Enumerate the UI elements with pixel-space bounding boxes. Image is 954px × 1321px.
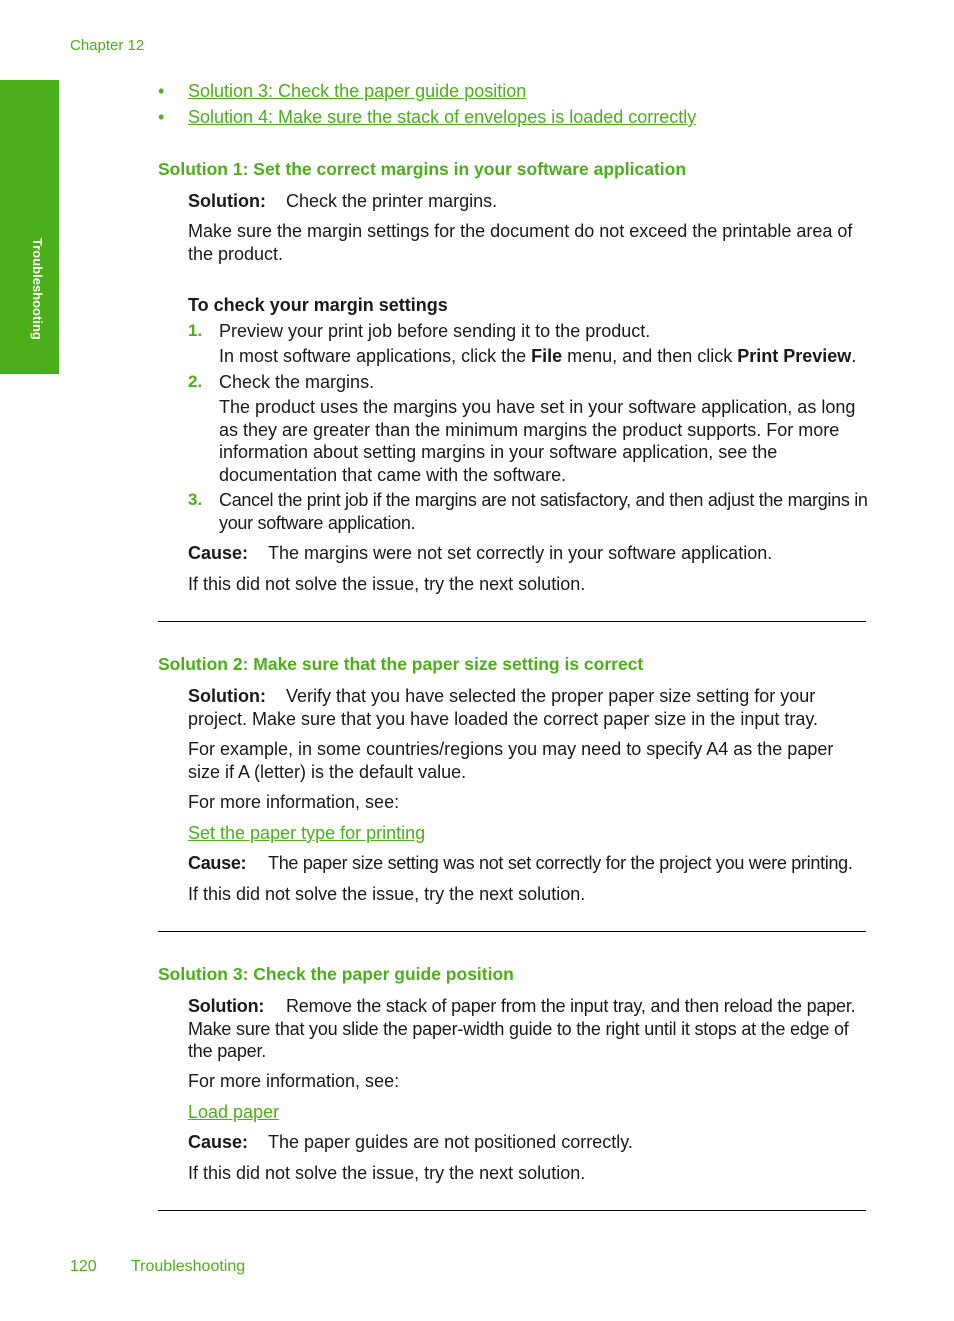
solution-3-link-row	[188, 1101, 868, 1124]
solution-1-solution	[188, 190, 868, 213]
step-number: 1.	[188, 321, 203, 340]
solution-1-next: If this did not solve the issue, try the next solution.	[188, 574, 586, 594]
cause-text: The margins were not set correctly in your software application.	[268, 543, 773, 563]
solution-label: Solution:	[188, 686, 266, 706]
cause-label: Cause:	[188, 543, 249, 563]
file-menu-label: File	[531, 346, 563, 366]
solution-2-paragraph: For example, in some countries/regions you may need to specify A4 as the paper size if A (letter) is the default value.	[188, 739, 834, 782]
load-paper-link[interactable]: Load paper	[188, 1102, 280, 1122]
step-number: 3.	[188, 490, 203, 509]
step-2-text: Check the margins.	[219, 372, 375, 392]
list-item	[158, 107, 696, 133]
solution-text: Remove the stack of paper from the input tray, and then reload the paper. Make sure that you slide the paper-width guide to the right until it stops at the edge of the paper.	[188, 996, 856, 1061]
solution-4-link[interactable]: Solution 4: Make sure the stack of envelopes is loaded correctly	[188, 107, 697, 127]
related-solutions-list	[158, 81, 696, 133]
solution-1-paragraph: Make sure the margin settings for the document do not exceed the printable area of the product.	[188, 221, 853, 264]
solution-label: Solution:	[188, 996, 265, 1016]
step-2-detail: The product uses the margins you have set in your software application, as long as they are greater than the minimum margins the product supports. For more information about setting margins in your software application, see the documentation that came with the software.	[219, 397, 856, 485]
chapter-header: Chapter 12	[70, 37, 145, 54]
section-divider	[158, 621, 866, 622]
solution-2-next: If this did not solve the issue, try the next solution.	[188, 884, 586, 904]
cause-text: The paper guides are not positioned correctly.	[268, 1132, 633, 1152]
side-tab-label: Troubleshooting	[30, 238, 45, 340]
section-divider	[158, 931, 866, 932]
solution-3-more-info: For more information, see:	[188, 1071, 400, 1091]
step-number: 2.	[188, 372, 203, 391]
margin-settings-subheading: To check your margin settings	[188, 295, 448, 315]
cause-label: Cause:	[188, 1132, 249, 1152]
footer-section: Troubleshooting	[131, 1258, 246, 1275]
paper-type-link[interactable]: Set the paper type for printing	[188, 823, 426, 843]
solution-2-more-info: For more information, see:	[188, 792, 400, 812]
solution-2-link-row	[188, 822, 868, 845]
print-preview-label: Print Preview	[737, 346, 852, 366]
step-1-text: Preview your print job before sending it to the product.	[219, 321, 651, 341]
page-number: 120	[70, 1258, 97, 1275]
solution-3-solution	[188, 995, 868, 1063]
solution-2-heading: Solution 2: Make sure that the paper size setting is correct	[158, 654, 644, 674]
solution-2-cause	[188, 852, 868, 875]
solution-3-heading: Solution 3: Check the paper guide position	[158, 964, 514, 984]
solution-3-next: If this did not solve the issue, try the next solution.	[188, 1163, 586, 1183]
solution-3-cause	[188, 1131, 868, 1154]
solution-text: Verify that you have selected the proper paper size setting for your project. Make sure that you have loaded the correct paper size in the input tray.	[188, 686, 819, 729]
step-3-text: Cancel the print job if the margins are not satisfactory, and then adjust the margins in your software application.	[219, 490, 868, 533]
solution-text: Check the printer margins.	[286, 191, 498, 211]
cause-label: Cause:	[188, 853, 247, 873]
list-item	[158, 81, 696, 107]
step-1-detail: In most software applications, click the File menu, and then click Print Preview.	[219, 346, 857, 366]
bullet-icon: •	[158, 81, 165, 101]
bullet-icon: •	[158, 107, 165, 127]
cause-text: The paper size setting was not set correctly for the project you were printing.	[268, 853, 853, 873]
solution-1-heading: Solution 1: Set the correct margins in your software application	[158, 159, 687, 179]
section-divider	[158, 1210, 866, 1211]
solution-3-link[interactable]: Solution 3: Check the paper guide position	[188, 81, 527, 101]
solution-label: Solution:	[188, 191, 266, 211]
solution-1-cause	[188, 542, 868, 565]
solution-2-solution	[188, 685, 868, 730]
